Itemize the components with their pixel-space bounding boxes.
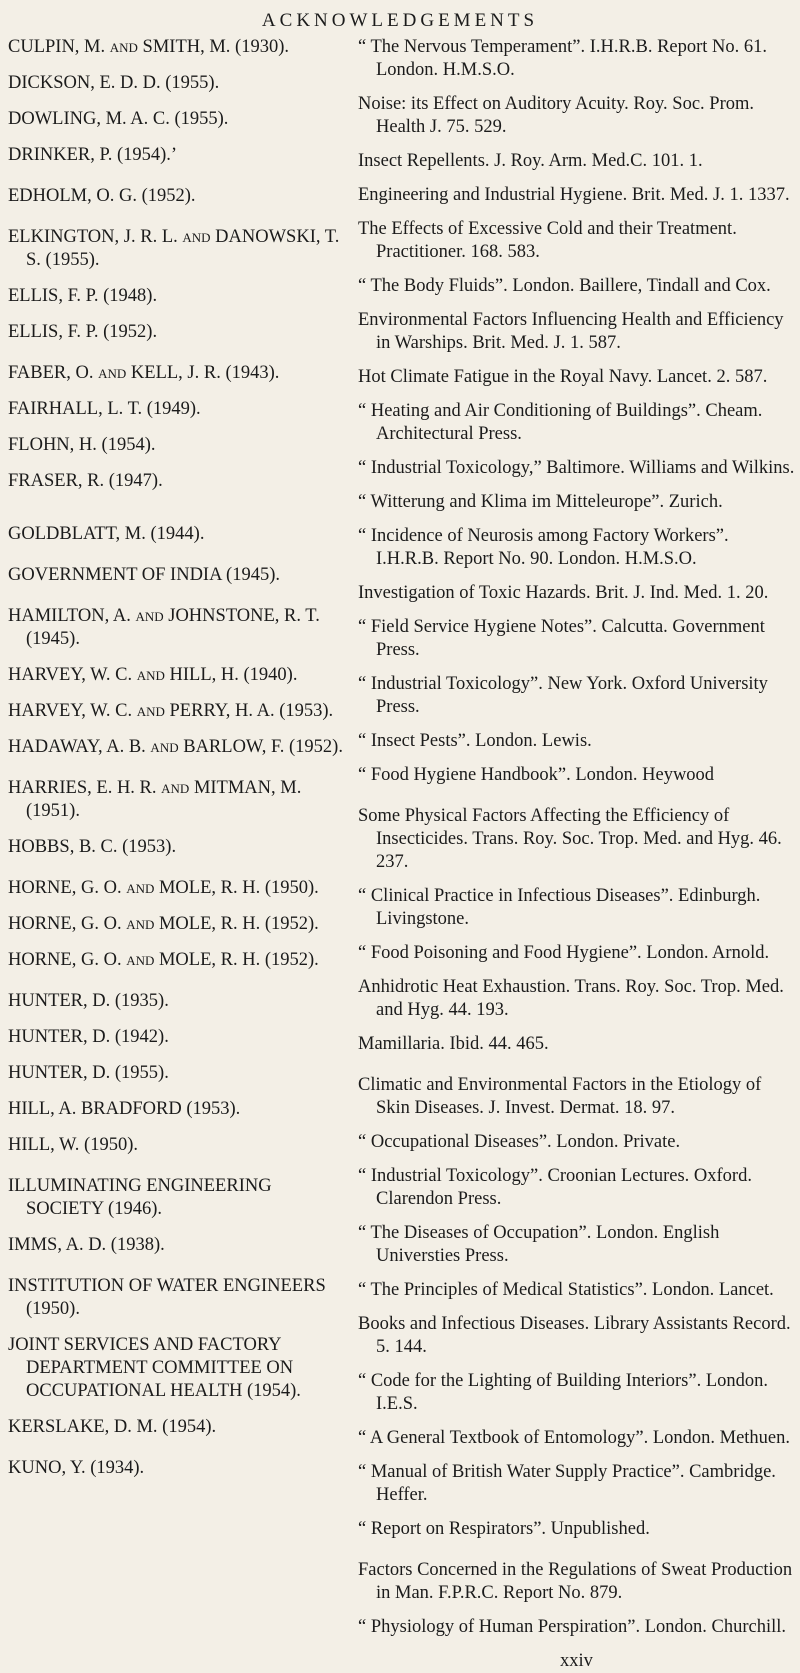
author-entry: DICKSON, E. D. D. (1955). xyxy=(8,73,220,93)
author-entry: HORNE, G. O. and MOLE, R. H. (1952). xyxy=(8,914,319,934)
author-entry: ELKINGTON, J. R. L. and DANOWSKI, T. S. (1955). xyxy=(8,227,340,270)
reference-entry: Hot Climate Fatigue in the Royal Navy. Lancet. 2. 587. xyxy=(358,367,768,387)
reference-entry: “ Occupational Diseases”. London. Private. xyxy=(358,1132,681,1152)
author-entry: FRASER, R. (1947). xyxy=(8,471,163,491)
reference-column xyxy=(358,36,795,1673)
author-entry: ELLIS, F. P. (1948). xyxy=(8,286,158,306)
author-entry: KERSLAKE, D. M. (1954). xyxy=(8,1417,217,1437)
author-entry: HARVEY, W. C. and HILL, H. (1940). xyxy=(8,665,298,685)
page-header: ACKNOWLEDGEMENTS xyxy=(261,10,539,31)
author-entry: FLOHN, H. (1954). xyxy=(8,435,156,455)
page-number: xxiv xyxy=(560,1651,593,1671)
reference-entry: “ The Principles of Medical Statistics”. London. Lancet. xyxy=(358,1280,774,1300)
author-entry: GOVERNMENT OF INDIA (1945). xyxy=(8,565,281,585)
author-entry: INSTITUTION OF WATER ENGINEERS (1950). xyxy=(8,1276,326,1319)
reference-entry: “ Clinical Practice in Infectious Diseases”. Edinburgh. Livingstone. xyxy=(358,886,761,929)
reference-entry: “ Manual of British Water Supply Practice”. Cambridge. Heffer. xyxy=(358,1462,776,1505)
reference-entry: “ The Diseases of Occupation”. London. English Universties Press. xyxy=(358,1223,720,1266)
author-entry: DRINKER, P. (1954).’ xyxy=(8,145,178,165)
author-entry: HARRIES, E. H. R. and MITMAN, M. (1951). xyxy=(8,778,302,821)
reference-entry: Mamillaria. Ibid. 44. 465. xyxy=(358,1034,549,1054)
reference-entry: Anhidrotic Heat Exhaustion. Trans. Roy. Soc. Trop. Med. and Hyg. 44. 193. xyxy=(358,977,784,1020)
author-entry: ELLIS, F. P. (1952). xyxy=(8,322,158,342)
reference-entry: “ Industrial Toxicology,” Baltimore. Williams and Wilkins. xyxy=(358,458,795,478)
reference-entry: “ The Body Fluids”. London. Baillere, Tindall and Cox. xyxy=(358,276,771,296)
author-entry: IMMS, A. D. (1938). xyxy=(8,1235,165,1255)
author-entry: FABER, O. and KELL, J. R. (1943). xyxy=(8,363,280,383)
reference-entry: Some Physical Factors Affecting the Efficiency of Insecticides. Trans. Roy. Soc. Trop. Med. and Hyg. 46. 237. xyxy=(358,806,782,872)
author-entry: ILLUMINATING ENGINEERING SOCIETY (1946). xyxy=(8,1176,272,1219)
author-entry: HUNTER, D. (1935). xyxy=(8,991,169,1011)
reference-entry: “ Insect Pests”. London. Lewis. xyxy=(358,731,592,751)
reference-entry: Environmental Factors Influencing Health and Efficiency in Warships. Brit. Med. J. 1. 587. xyxy=(358,310,784,353)
reference-entry: “ Food Hygiene Handbook”. London. Heywood xyxy=(358,765,715,785)
reference-entry: Books and Infectious Diseases. Library Assistants Record. 5. 144. xyxy=(358,1314,791,1357)
author-entry: DOWLING, M. A. C. (1955). xyxy=(8,109,229,129)
author-entry: HILL, W. (1950). xyxy=(8,1135,138,1155)
reference-entry: “ Industrial Toxicology”. New York. Oxford University Press. xyxy=(358,674,768,717)
author-entry: HADAWAY, A. B. and BARLOW, F. (1952). xyxy=(8,737,343,757)
author-entry: HORNE, G. O. and MOLE, R. H. (1952). xyxy=(8,950,319,970)
reference-entry: “ Report on Respirators”. Unpublished. xyxy=(358,1519,650,1539)
reference-entry: “ Physiology of Human Perspiration”. London. Churchill. xyxy=(358,1617,787,1637)
author-entry: JOINT SERVICES AND FACTORY DEPARTMENT COMMITTEE ON OCCUPATIONAL HEALTH (1954). xyxy=(8,1335,301,1401)
reference-entry: Engineering and Industrial Hygiene. Brit. Med. J. 1. 1337. xyxy=(358,185,790,205)
reference-entry: “ Code for the Lighting of Building Interiors”. London. I.E.S. xyxy=(358,1371,769,1414)
author-entry: HOBBS, B. C. (1953). xyxy=(8,837,177,857)
reference-entry: Investigation of Toxic Hazards. Brit. J. Ind. Med. 1. 20. xyxy=(358,583,769,603)
author-entry: HAMILTON, A. and JOHNSTONE, R. T. (1945). xyxy=(8,606,320,649)
reference-entry: “ The Nervous Temperament”. I.H.R.B. Report No. 61. London. H.M.S.O. xyxy=(358,37,768,80)
reference-entry: The Effects of Excessive Cold and their Treatment. Practitioner. 168. 583. xyxy=(358,219,737,262)
author-entry: HARVEY, W. C. and PERRY, H. A. (1953). xyxy=(8,701,334,721)
reference-entry: “ Field Service Hygiene Notes”. Calcutta. Government Press. xyxy=(358,617,765,660)
author-entry: GOLDBLATT, M. (1944). xyxy=(8,524,205,544)
reference-entry: Factors Concerned in the Regulations of Sweat Production in Man. F.P.R.C. Report No. 879. xyxy=(358,1560,793,1603)
author-entry: CULPIN, M. and SMITH, M. (1930). xyxy=(8,37,290,57)
author-entry: HORNE, G. O. and MOLE, R. H. (1950). xyxy=(8,878,319,898)
reference-entry: Climatic and Environmental Factors in the Etiology of Skin Diseases. J. Invest. Dermat. 18. 97. xyxy=(358,1075,762,1118)
author-entry: HUNTER, D. (1942). xyxy=(8,1027,169,1047)
reference-entry: Insect Repellents. J. Roy. Arm. Med.C. 101. 1. xyxy=(358,151,703,171)
reference-entry: “ Heating and Air Conditioning of Buildings”. Cheam. Architectural Press. xyxy=(358,401,763,444)
reference-entry: “ Witterung and Klima im Mitteleurope”. Zurich. xyxy=(358,492,723,512)
author-entry: EDHOLM, O. G. (1952). xyxy=(8,186,196,206)
author-entry: FAIRHALL, L. T. (1949). xyxy=(8,399,201,419)
reference-entry: “ A General Textbook of Entomology”. London. Methuen. xyxy=(358,1428,791,1448)
reference-entry: “ Incidence of Neurosis among Factory Workers”. I.H.R.B. Report No. 90. London. H.M.S.O. xyxy=(358,526,729,569)
author-entry: KUNO, Y. (1934). xyxy=(8,1458,145,1478)
reference-entry: Noise: its Effect on Auditory Acuity. Roy. Soc. Prom. Health J. 75. 529. xyxy=(358,94,755,137)
author-entry: HUNTER, D. (1955). xyxy=(8,1063,169,1083)
author-entry: HILL, A. BRADFORD (1953). xyxy=(8,1099,241,1119)
reference-entry: “ Industrial Toxicology”. Croonian Lectures. Oxford. Clarendon Press. xyxy=(358,1166,752,1209)
author-column xyxy=(8,36,353,1493)
reference-entry: “ Food Poisoning and Food Hygiene”. London. Arnold. xyxy=(358,943,770,963)
